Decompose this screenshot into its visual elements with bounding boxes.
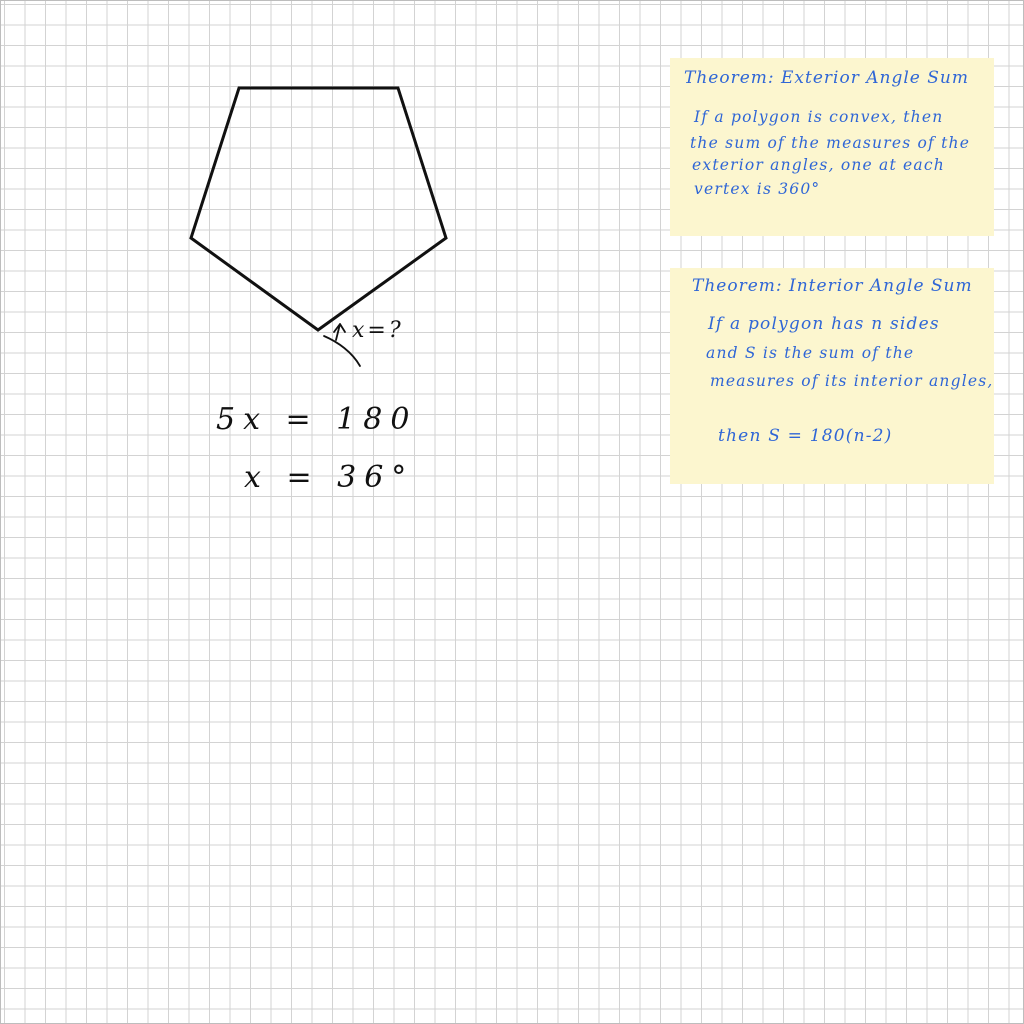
note-title: Theorem: Interior Angle Sum bbox=[692, 276, 973, 296]
sticky-note-interior-angle-sum bbox=[670, 268, 994, 484]
sticky-note-exterior-angle-sum bbox=[670, 58, 994, 236]
note-title: Theorem: Exterior Angle Sum bbox=[684, 68, 969, 88]
note-line: measures of its interior angles, bbox=[710, 372, 994, 390]
note-line: vertex is 360° bbox=[694, 180, 821, 198]
note-line: exterior angles, one at each bbox=[692, 156, 945, 174]
note-line: and S is the sum of the bbox=[706, 344, 915, 362]
angle-arrow bbox=[334, 324, 345, 340]
equation-2: x = 36° bbox=[244, 460, 415, 495]
angle-label: x=? bbox=[352, 318, 404, 343]
note-line: the sum of the measures of the bbox=[690, 134, 971, 152]
note-line: If a polygon is convex, then bbox=[694, 108, 944, 126]
note-line: If a polygon has n sides bbox=[708, 314, 940, 334]
pentagon-shape bbox=[191, 88, 446, 330]
equation-1: 5x = 180 bbox=[216, 402, 418, 437]
note-line: then S = 180(n-2) bbox=[718, 426, 893, 446]
